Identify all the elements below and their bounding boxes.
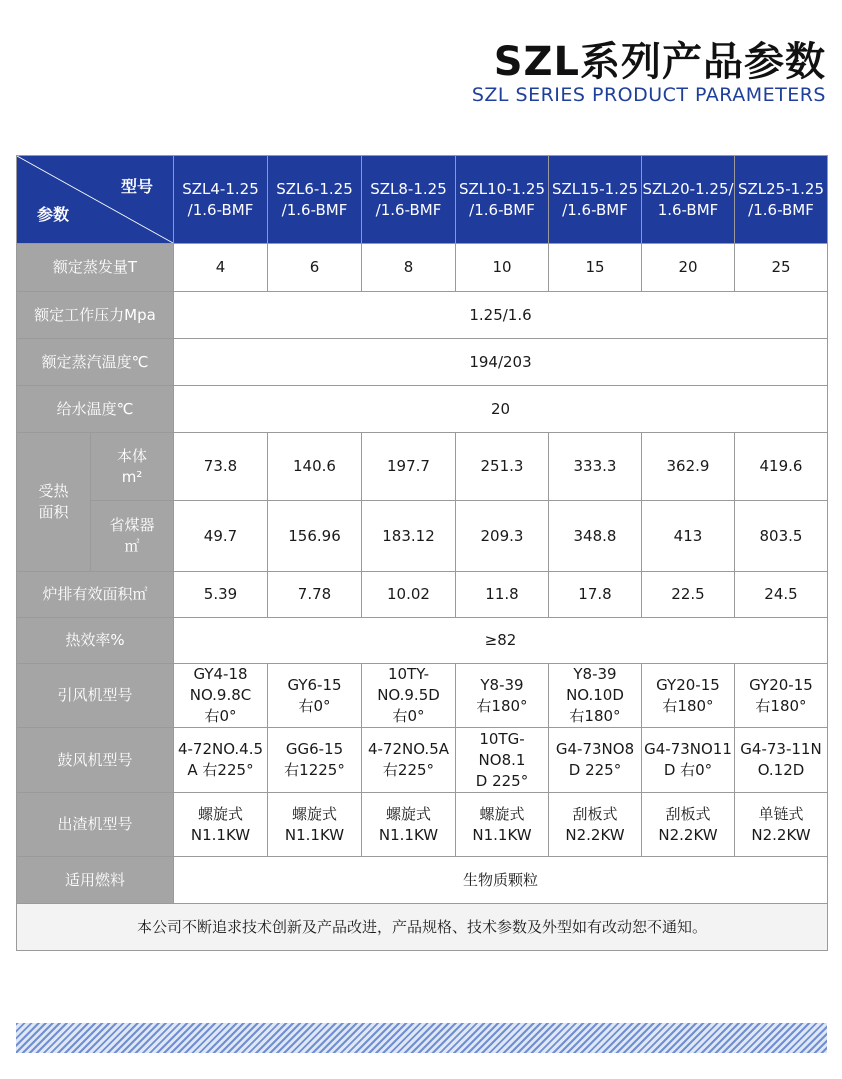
table-cell: 刮板式 N2.2KW bbox=[642, 793, 735, 857]
corner-param-label: 参数 bbox=[37, 205, 70, 224]
efficiency-row bbox=[17, 618, 828, 664]
table-cell: 22.5 bbox=[642, 572, 735, 618]
corner-model-label: 型号 bbox=[120, 177, 153, 196]
table-cell: 10TY- NO.9.5D 右0° bbox=[362, 664, 456, 728]
model-header-cell: SZL4-1.25 /1.6-BMF bbox=[174, 156, 268, 244]
model-header-cell: SZL25-1.25 /1.6-BMF bbox=[735, 156, 828, 244]
table-cell: 4-72NO.4.5 A 右225° bbox=[174, 728, 268, 793]
table-cell: 17.8 bbox=[549, 572, 642, 618]
table-cell: 20 bbox=[174, 386, 828, 433]
table-cell: 803.5 bbox=[735, 501, 828, 572]
feed-water-temp-row bbox=[17, 386, 828, 433]
disclaimer-note: 本公司不断追求技术创新及产品改进，产品规格、技术参数及外型如有改动恕不通知。 bbox=[17, 904, 828, 951]
table-cell: 156.96 bbox=[268, 501, 362, 572]
parameters-table bbox=[16, 155, 828, 951]
steam-temp-row bbox=[17, 339, 828, 386]
heating-area-body-row bbox=[17, 433, 828, 501]
table-cell: 刮板式 N2.2KW bbox=[549, 793, 642, 857]
model-header-cell: SZL10-1.25 /1.6-BMF bbox=[456, 156, 549, 244]
table-cell: 197.7 bbox=[362, 433, 456, 501]
note-row bbox=[17, 904, 828, 951]
table-cell: 8 bbox=[362, 244, 456, 292]
row-label: 炉排有效面积㎡ bbox=[17, 572, 174, 618]
table-cell: 单链式 N2.2KW bbox=[735, 793, 828, 857]
row-label: 额定蒸发量T bbox=[17, 244, 174, 292]
table-cell: 10.02 bbox=[362, 572, 456, 618]
induced-fan-row bbox=[17, 664, 828, 728]
table-cell: GY6-15 右0° bbox=[268, 664, 362, 728]
table-cell: GY20-15 右180° bbox=[735, 664, 828, 728]
heating-area-economizer-row bbox=[17, 501, 828, 572]
table-cell: G4-73NO8 D 225° bbox=[549, 728, 642, 793]
table-cell: 1.25/1.6 bbox=[174, 292, 828, 339]
table-cell: GY4-18 NO.9.8C 右0° bbox=[174, 664, 268, 728]
table-cell: 10TG-NO8.1 D 225° bbox=[456, 728, 549, 793]
table-cell: Y8-39 NO.10D 右180° bbox=[549, 664, 642, 728]
table-cell: 螺旋式 N1.1KW bbox=[174, 793, 268, 857]
page-subtitle: SZL SERIES PRODUCT PARAMETERS bbox=[471, 84, 826, 106]
table-cell: 209.3 bbox=[456, 501, 549, 572]
table-cell: Y8-39 右180° bbox=[456, 664, 549, 728]
table-cell: 20 bbox=[642, 244, 735, 292]
body-label: 本体 m² bbox=[91, 433, 174, 501]
decorative-stripe-band bbox=[16, 1023, 827, 1053]
table-cell: 419.6 bbox=[735, 433, 828, 501]
table-cell: 4 bbox=[174, 244, 268, 292]
table-cell: 生物质颗粒 bbox=[174, 857, 828, 904]
table-cell: 6 bbox=[268, 244, 362, 292]
table-cell: 11.8 bbox=[456, 572, 549, 618]
table-cell: 5.39 bbox=[174, 572, 268, 618]
blower-row bbox=[17, 728, 828, 793]
model-header-cell: SZL15-1.25 /1.6-BMF bbox=[549, 156, 642, 244]
table-cell: 4-72NO.5A 右225° bbox=[362, 728, 456, 793]
table-cell: 7.78 bbox=[268, 572, 362, 618]
table-cell: G4-73NO11 D 右0° bbox=[642, 728, 735, 793]
model-header-row bbox=[17, 156, 828, 244]
table-cell: 螺旋式 N1.1KW bbox=[362, 793, 456, 857]
table-cell: 73.8 bbox=[174, 433, 268, 501]
table-cell: 螺旋式 N1.1KW bbox=[268, 793, 362, 857]
row-label: 热效率% bbox=[17, 618, 174, 664]
pressure-row bbox=[17, 292, 828, 339]
table-cell: GG6-15 右1225° bbox=[268, 728, 362, 793]
table-cell: 413 bbox=[642, 501, 735, 572]
heating-area-label: 受热 面积 bbox=[17, 433, 91, 572]
row-label: 额定蒸汽温度℃ bbox=[17, 339, 174, 386]
table-cell: 15 bbox=[549, 244, 642, 292]
row-label: 引风机型号 bbox=[17, 664, 174, 728]
table-cell: 10 bbox=[456, 244, 549, 292]
fuel-row bbox=[17, 857, 828, 904]
economizer-label: 省煤器 ㎡ bbox=[91, 501, 174, 572]
corner-cell bbox=[17, 156, 174, 244]
table-cell: 183.12 bbox=[362, 501, 456, 572]
steam-output-row bbox=[17, 244, 828, 292]
table-cell: ≥82 bbox=[174, 618, 828, 664]
page-title: SZL系列产品参数 bbox=[493, 39, 826, 85]
table-cell: 49.7 bbox=[174, 501, 268, 572]
table-cell: 362.9 bbox=[642, 433, 735, 501]
table-cell: 24.5 bbox=[735, 572, 828, 618]
table-cell: 140.6 bbox=[268, 433, 362, 501]
grate-area-row bbox=[17, 572, 828, 618]
table-cell: 251.3 bbox=[456, 433, 549, 501]
table-cell: G4-73-11N O.12D bbox=[735, 728, 828, 793]
table-cell: 25 bbox=[735, 244, 828, 292]
table-cell: 333.3 bbox=[549, 433, 642, 501]
model-header-cell: SZL20-1.25/ 1.6-BMF bbox=[642, 156, 735, 244]
row-label: 适用燃料 bbox=[17, 857, 174, 904]
diagonal-divider bbox=[17, 156, 173, 243]
model-header-cell: SZL6-1.25 /1.6-BMF bbox=[268, 156, 362, 244]
slag-remover-row bbox=[17, 793, 828, 857]
model-header-cell: SZL8-1.25 /1.6-BMF bbox=[362, 156, 456, 244]
table-cell: 194/203 bbox=[174, 339, 828, 386]
row-label: 额定工作压力Mpa bbox=[17, 292, 174, 339]
row-label: 出渣机型号 bbox=[17, 793, 174, 857]
table-cell: 348.8 bbox=[549, 501, 642, 572]
table-cell: GY20-15 右180° bbox=[642, 664, 735, 728]
row-label: 鼓风机型号 bbox=[17, 728, 174, 793]
row-label: 给水温度℃ bbox=[17, 386, 174, 433]
table-cell: 螺旋式 N1.1KW bbox=[456, 793, 549, 857]
